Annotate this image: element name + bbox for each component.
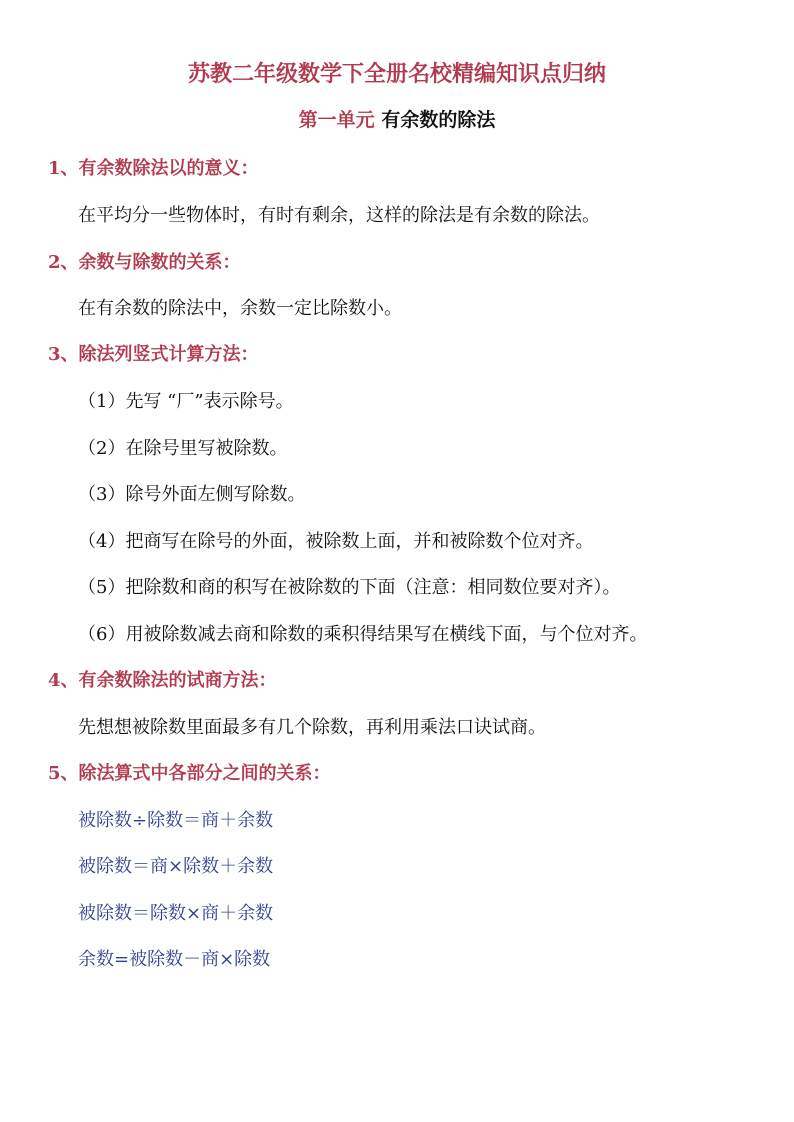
section-heading-2: 2、余数与除数的关系：: [48, 252, 241, 273]
unit-number: 第一单元: [298, 109, 375, 131]
step-2: （2）在除号里写被除数。: [78, 438, 288, 459]
section-heading-4: 4、有余数除法的试商方法：: [48, 670, 277, 691]
formula-1: 被除数÷除数＝商＋余数: [78, 810, 274, 831]
formula-2: 被除数＝商×除数＋余数: [78, 856, 274, 877]
unit-title: [0, 106, 794, 134]
section-text-1: 在平均分一些物体时，有时有剩余，这样的除法是有余数的除法。: [78, 205, 600, 226]
section-heading-5: 5、除法算式中各部分之间的关系：: [48, 763, 331, 784]
formula-3: 被除数＝除数×商＋余数: [78, 903, 274, 924]
unit-name: 有余数的除法: [381, 109, 496, 131]
step-1: （1）先写 “厂”表示除号。: [78, 391, 294, 412]
section-heading-1: 1、有余数除法以的意义：: [48, 158, 259, 179]
section-text-4: 先想想被除数里面最多有几个除数，再利用乘法口诀试商。: [78, 717, 546, 738]
section-text-2: 在有余数的除法中，余数一定比除数小。: [78, 298, 402, 319]
step-6: （6）用被除数减去商和除数的乘积得结果写在横线下面，与个位对齐。: [78, 624, 648, 645]
document-title: 苏教二年级数学下全册名校精编知识点归纳: [187, 61, 606, 87]
section-heading-3: 3、除法列竖式计算方法：: [48, 344, 259, 365]
step-4: （4）把商写在除号的外面，被除数上面，并和被除数个位对齐。: [78, 531, 594, 552]
formula-4: 余数=被除数－商×除数: [78, 949, 271, 970]
step-5: （5）把除数和商的积写在被除数的下面（注意：相同数位要对齐）。: [78, 577, 621, 598]
step-3: （3）除号外面左侧写除数。: [78, 484, 306, 505]
